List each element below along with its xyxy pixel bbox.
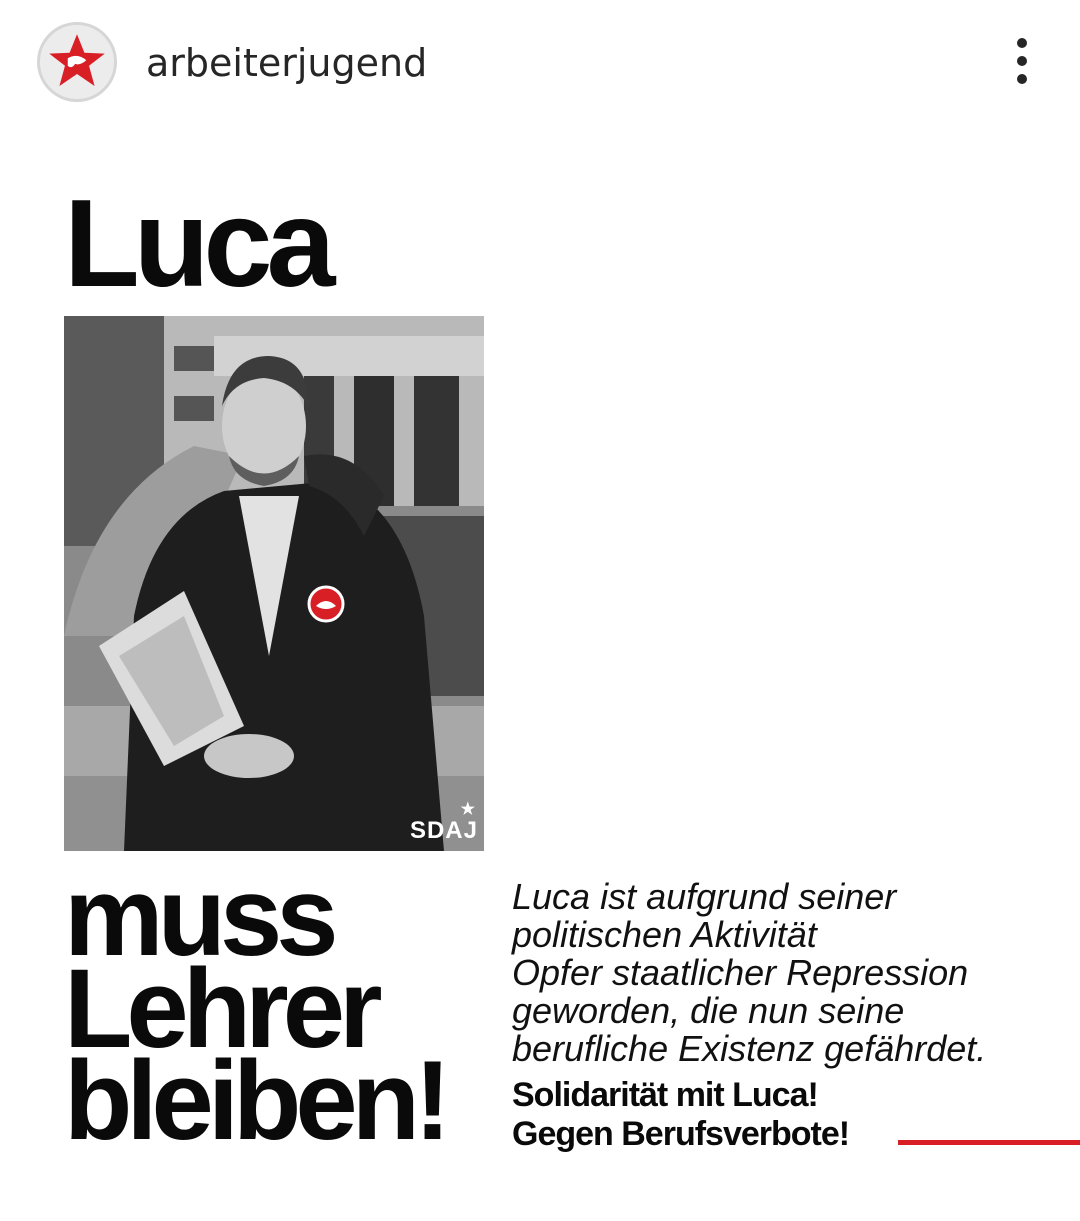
description-text: Luca ist aufgrund seiner politischen Aktivität Opfer staatlicher Repression geworden, die nun seine berufliche Existenz gefährdet. [512,876,987,1069]
username[interactable]: arbeiterjugend [146,41,428,85]
more-options-icon[interactable] [1002,36,1042,86]
headline-name: Luca [64,175,330,313]
headline-line: muss [64,854,333,979]
headline-line: bleiben! [64,1038,446,1163]
headline-demand [64,854,504,1163]
slogan-text: Solidarität mit Luca! Gegen Berufsverbote! [512,1076,850,1153]
sdaj-logo: ★ SDAJ [409,801,478,844]
portrait-photo [64,316,484,851]
accent-line [898,1140,1080,1145]
avatar[interactable] [37,22,117,102]
red-star-logo-icon [40,25,114,99]
post-image [0,126,1080,1221]
headline-line: Lehrer [64,946,377,1071]
post-header [0,0,1080,126]
star-icon: ★ [460,801,476,818]
